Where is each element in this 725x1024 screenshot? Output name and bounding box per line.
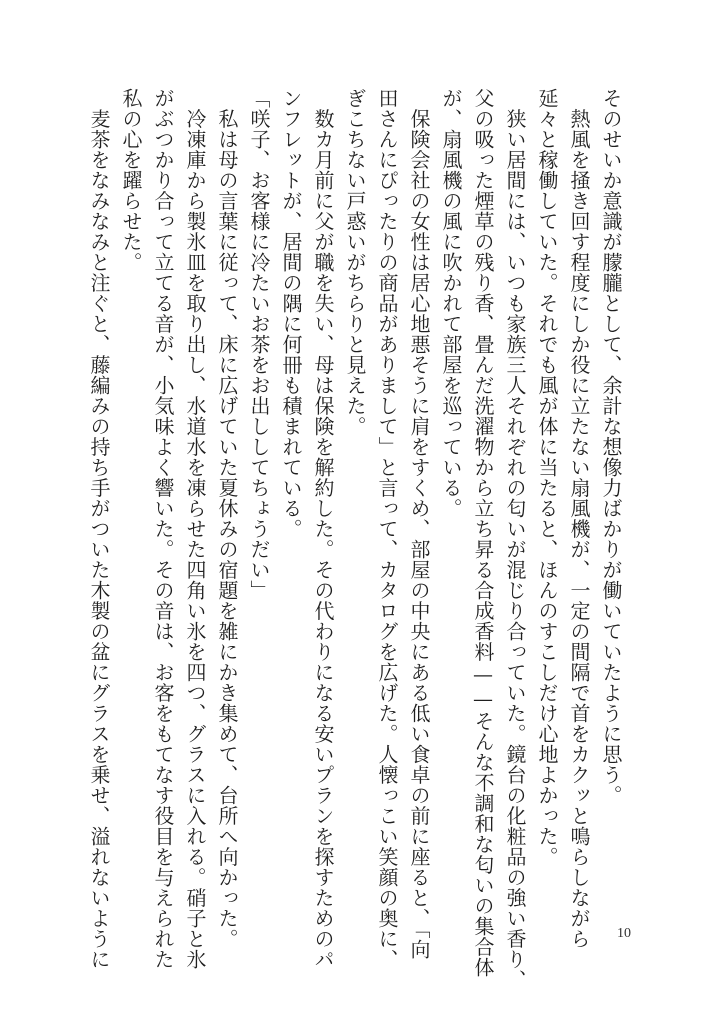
text-line: ぎこちない戸惑いがちらりと見えた。 (343, 88, 367, 437)
text-line: 私の心を躍らせた。 (119, 88, 143, 273)
text-line: 父の吸った煙草の残り香、畳んだ洗濯物から立ち昇る合成香料——そんな不調和な匂いの集合体 (471, 88, 495, 978)
page-number: 10 (617, 926, 631, 941)
text-line: 数カ月前に父が職を失い、母は保険を解約した。その代わりになる安いプランを探すためのパ (311, 88, 335, 970)
text-line: 冷凍庫から製氷皿を取り出し、水道水を凍らせた四角い氷を四つ、グラスに入れる。硝子と氷 (183, 88, 207, 970)
text-line: 熱風を掻き回す程度にしか役に立たない扇風機が、一定の間隔で首をカクッと鳴らしながら (567, 88, 591, 949)
text-line: 延々と稼働していた。それでも風が体に当たると、ほんのすこしだけ心地よかった。 (535, 88, 559, 867)
text-line: 私は母の言葉に従って、床に広げていた夏休みの宿題を雑にかき集めて、台所へ向かった。 (215, 88, 239, 949)
text-line: が、扇風機の風に吹かれて部屋を巡っている。 (439, 88, 463, 519)
text-line: 狭い居間には、いつも家族三人それぞれの匂いが混じり合っていた。鏡台の化粧品の強い香り、 (503, 88, 527, 990)
text-line: 麦茶をなみなみと注ぐと、藤編みの持ち手がついた木製の盆にグラスを乗せ、溢れないように (87, 88, 111, 970)
text-line: そのせいか意識が朦朧として、余計な想像力ばかりが働いていたように思う。 (599, 88, 623, 806)
text-line: 田さんにぴったりの商品がありまして」と言って、カタログを広げた。人懐っこい笑顔の奥に、 (375, 88, 399, 970)
text-line: ンフレットが、居間の隅に何冊も積まれている。 (279, 88, 303, 539)
text-line: 「咲子、お客様に冷たいお茶をお出ししてちょうだい」 (247, 88, 271, 601)
text-line: 保険会社の女性は居心地悪そうに肩をすくめ、部屋の中央にある低い食卓の前に座ると、「向 (407, 88, 431, 960)
text-line: がぶつかり合って立てる音が、小気味よく響いた。その音は、お客をもてなす役目を与えられた (151, 88, 175, 970)
